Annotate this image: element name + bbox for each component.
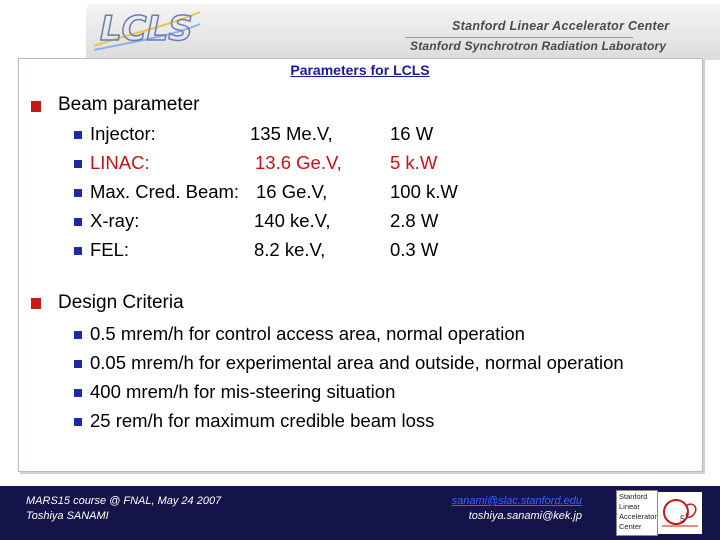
param-power: 2.8 W	[390, 210, 439, 231]
sub-bullet-icon	[74, 247, 82, 255]
param-name: Injector:	[90, 123, 156, 144]
sub-bullet-icon	[74, 418, 82, 426]
param-power: 5 k.W	[390, 152, 438, 173]
slide-title: Parameters for LCLS	[290, 62, 430, 78]
email-link-slac[interactable]: sanami@slac.stanford.edu	[451, 495, 582, 507]
lab-name-slac: Stanford Linear Accelerator Center	[452, 19, 670, 33]
sub-bullet-icon	[74, 331, 82, 339]
sub-bullet-icon	[74, 389, 82, 397]
svg-text:LCLS: LCLS	[100, 9, 193, 49]
slac-logo	[616, 490, 658, 536]
slac-logo-line: Linear	[619, 502, 640, 511]
param-energy: 8.2 ke.V,	[254, 239, 326, 260]
footer-course: MARS15 course @ FNAL, May 24 2007	[26, 495, 222, 507]
param-name: X-ray:	[90, 210, 140, 231]
param-power: 16 W	[390, 123, 434, 144]
sub-bullet-icon	[74, 218, 82, 226]
lcls-logo	[92, 6, 202, 54]
param-name: FEL:	[90, 239, 130, 260]
param-energy: 140 ke.V,	[254, 210, 331, 231]
lab-name-ssrl: Stanford Synchrotron Radiation Laboratory	[410, 39, 667, 53]
section-bullet-icon	[31, 298, 41, 309]
section-label-beam: Beam parameter	[58, 94, 200, 115]
sub-bullet-icon	[74, 131, 82, 139]
slac-logo-line: Center	[619, 522, 642, 531]
param-power: 0.3 W	[390, 239, 439, 260]
slide-header	[0, 0, 720, 62]
criteria-item: 25 rem/h for maximum credible beam loss	[90, 410, 435, 431]
section-bullet-icon	[31, 101, 41, 112]
param-energy: 135 Me.V,	[250, 123, 333, 144]
criteria-item: 0.05 mrem/h for experimental area and outside, normal operation	[90, 352, 624, 373]
footer-credits	[26, 494, 221, 524]
slide-footer	[0, 486, 720, 540]
section-label-design: Design Criteria	[58, 292, 184, 313]
header-rule	[405, 37, 633, 38]
param-name: Max. Cred. Beam:	[90, 181, 240, 202]
criteria-item: 400 mrem/h for mis-steering situation	[90, 381, 396, 402]
email-kek: toshiya.sanami@kek.jp	[468, 510, 582, 522]
param-power: 100 k.W	[390, 181, 458, 202]
param-energy: 16 Ge.V,	[256, 181, 328, 202]
param-energy: 13.6 Ge.V,	[255, 152, 342, 173]
page-number: 5	[680, 514, 686, 524]
sub-bullet-icon	[74, 189, 82, 197]
param-name: LINAC:	[90, 152, 150, 173]
ssrl-ring-logo	[658, 492, 702, 534]
criteria-item: 0.5 mrem/h for control access area, normal operation	[90, 323, 525, 344]
footer-author: Toshiya SANAMI	[26, 510, 109, 522]
slac-logo-line: Stanford	[619, 492, 648, 501]
slac-logo-line: Accelerator	[619, 512, 657, 521]
footer-contacts	[452, 494, 582, 524]
sub-bullet-icon	[74, 160, 82, 168]
sub-bullet-icon	[74, 360, 82, 368]
